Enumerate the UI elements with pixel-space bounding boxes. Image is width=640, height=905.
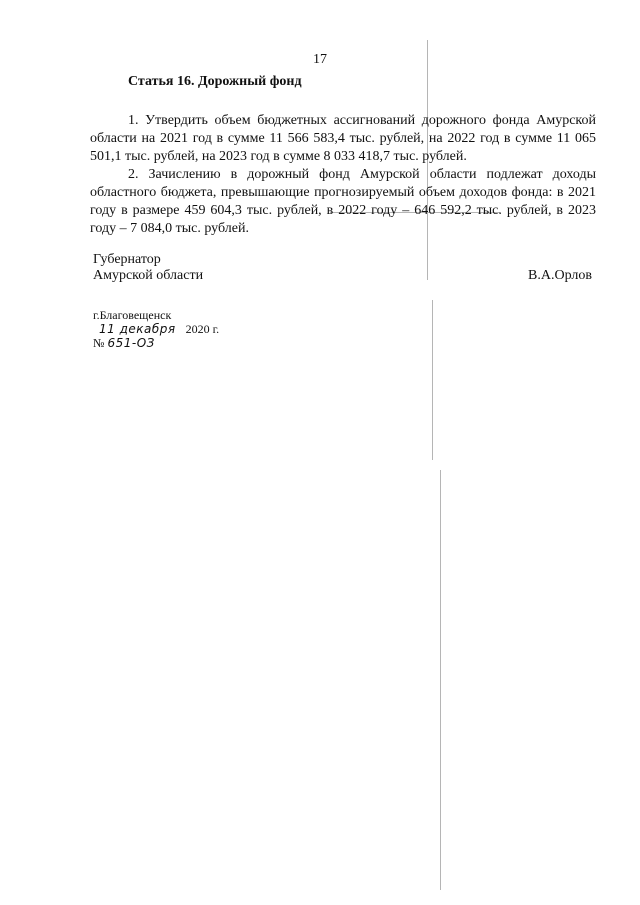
handwritten-number: 651-ОЗ <box>107 336 155 350</box>
signatory-name: В.А.Орлов <box>528 268 592 283</box>
scan-artifact-vertical <box>432 300 433 460</box>
signatory-title-line1: Губернатор <box>93 252 161 267</box>
page-number: 17 <box>313 52 327 67</box>
number-prefix: № <box>93 336 105 350</box>
paragraph-1: 1. Утвердить объем бюджетных ассигнований дорожного фонда Амурской области на 2021 год в сумме 11 566 583,4 тыс. рублей, на 2022 год в сумме 11 065 501,1 тыс. рублей, на 2023 год в сумме 8 033 418,7 тыс. рублей. <box>90 113 596 164</box>
date-line <box>93 322 219 336</box>
number-line <box>93 336 219 350</box>
place-date-number <box>93 308 219 350</box>
signatory-title <box>93 252 203 284</box>
city: г.Благовещенск <box>93 308 172 322</box>
scan-artifact-vertical <box>440 470 441 890</box>
handwritten-date: 11 декабря <box>99 322 176 336</box>
signatory-title-line2: Амурской области <box>93 268 204 283</box>
paragraph-2: 2. Зачислению в дорожный фонд Амурской области подлежат доходы областного бюджета, превышающие прогнозируемый объем доходов фонда: в 2021 году в размере 459 604,3 тыс. рублей, в 2022 году – 646 592,2 тыс. рублей, в 2023 году – 7 084,0 тыс. рублей. <box>90 167 596 236</box>
year: 2020 г. <box>185 322 220 336</box>
article-title: Статья 16. Дорожный фонд <box>128 74 302 89</box>
